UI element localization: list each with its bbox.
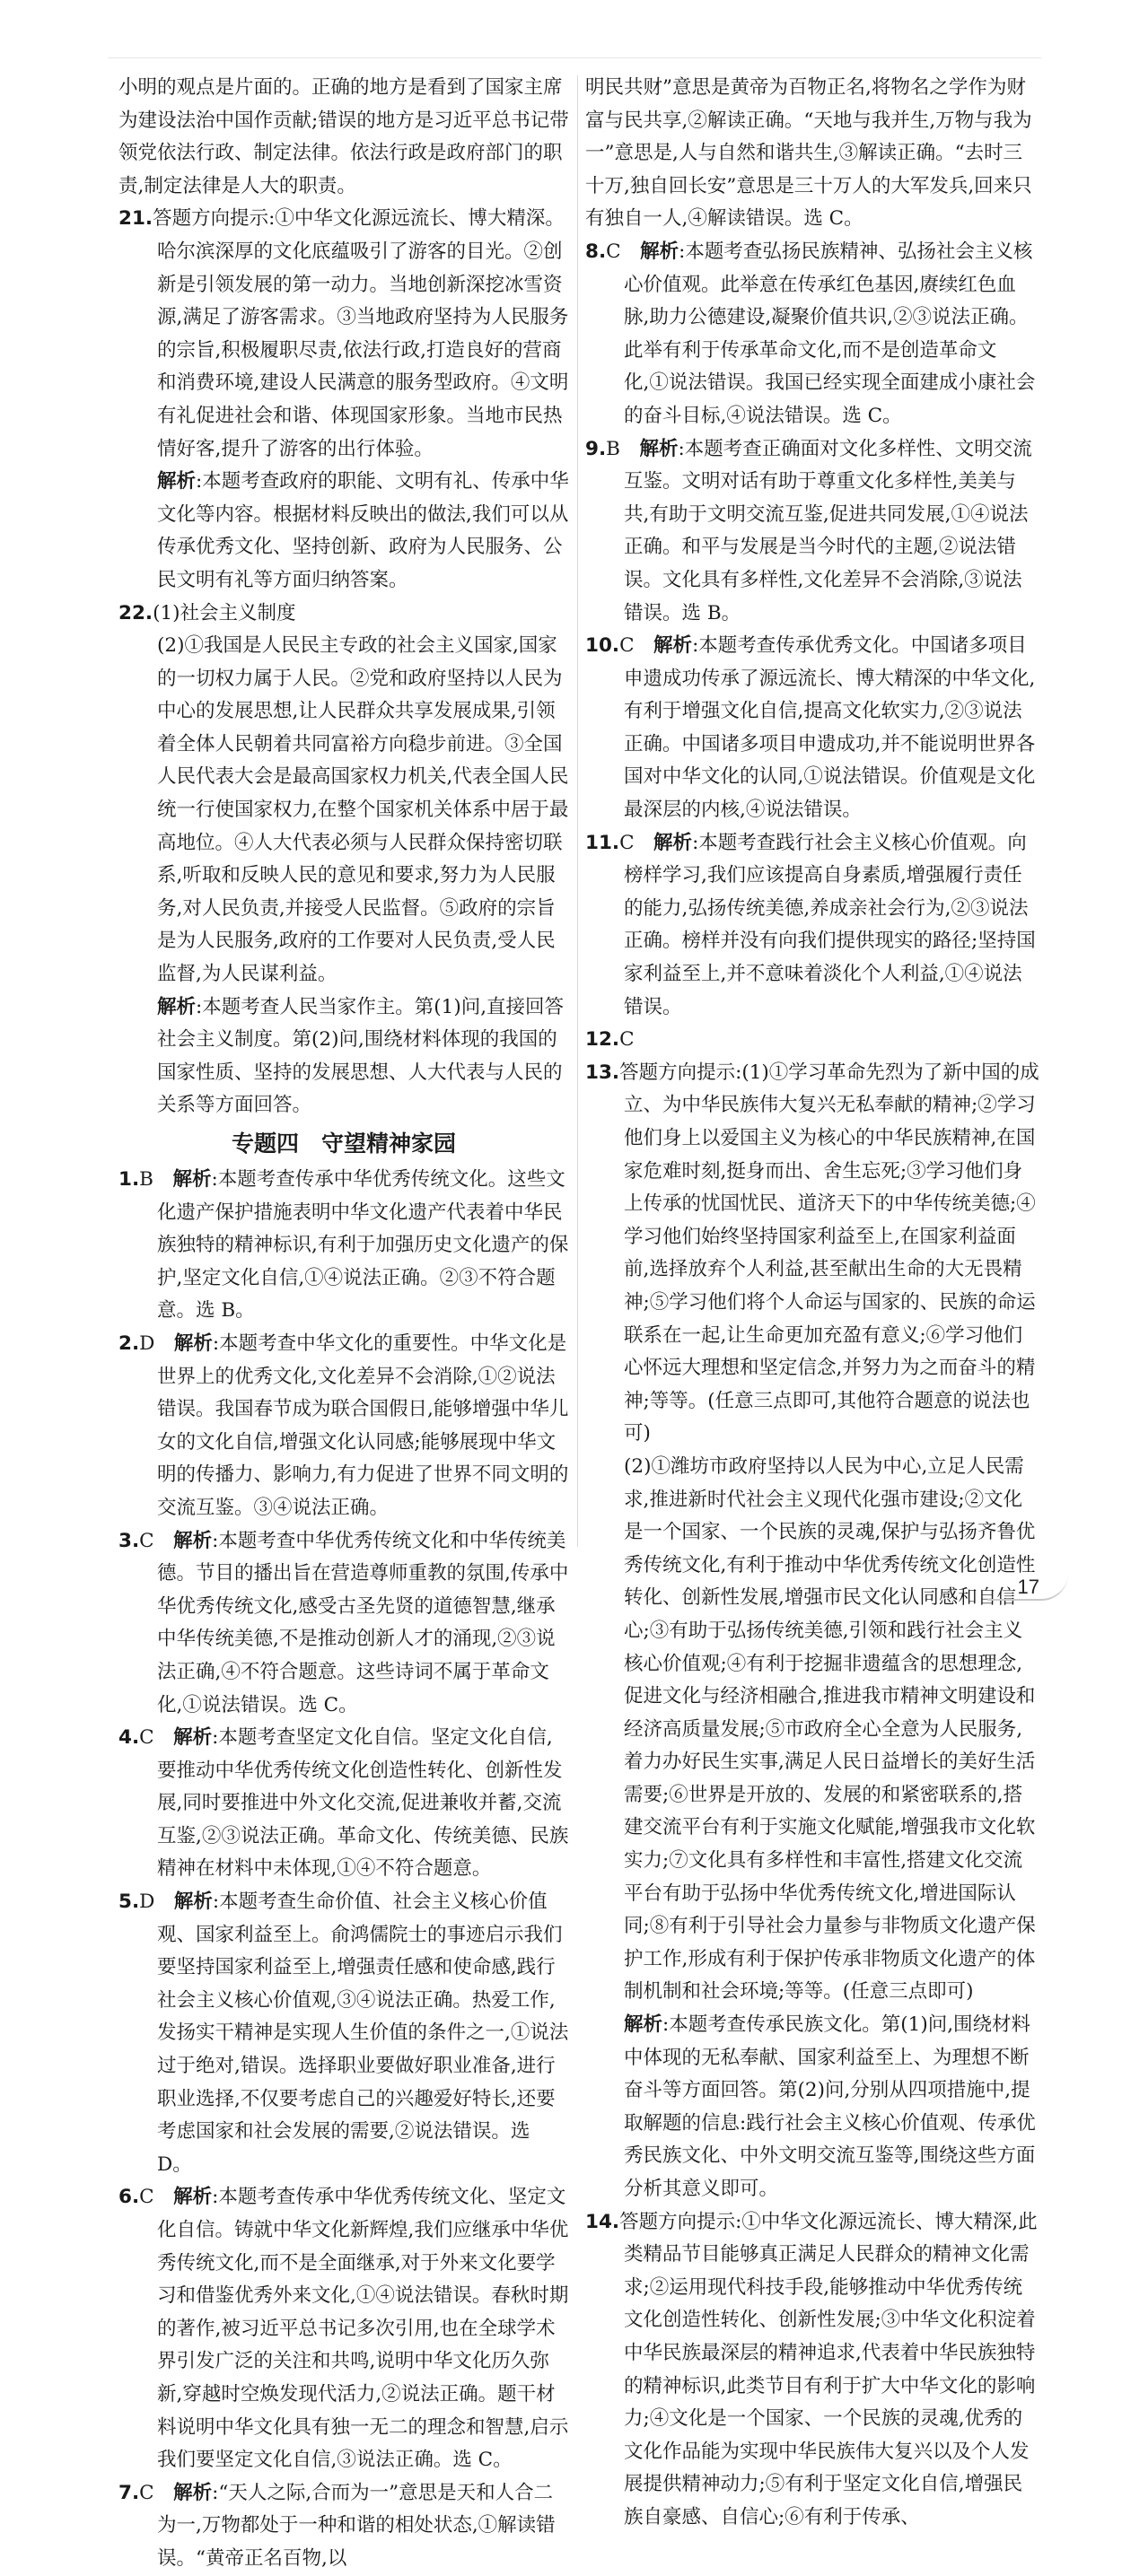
item-choice: C — [139, 2186, 154, 2209]
item-choice: C — [606, 240, 621, 263]
jiexi-text: :本题考查坚定文化自信。坚定文化自信,要推动中华优秀传统文化创造性转化、创新性发展,同时要推进中外文化交流,促进兼收并蓄,交流互鉴,②③说法正确。革命文化、传统美德、民族精神在材料中未体现,①④不符合题意。 — [157, 1726, 569, 1881]
answer-item — [585, 630, 1039, 827]
left-column — [118, 72, 569, 2576]
q14-answer: 答题方向提示:①中华文化源远流长、博大精深,此类精品节目能够真正满足人民群众的精神文化需求;②运用现代科技手段,能够推动中华优秀传统文化创造性转化、创新性发展;③中华文化积淀着中华民族最深层的精神追求,代表着中华民族独特的精神标识,此类节目有利于扩大中华文化的影响力;④文化是一个国家、一个民族的灵魂,优秀的文化作品能为实现中华民族伟大复兴以及个人发展提供精神动力;⑤有利于坚定文化自信,增强民族自豪感、自信心;⑥有利于传承、 — [619, 2210, 1038, 2528]
item-choice: C — [619, 1028, 635, 1052]
left-answer-list — [118, 1164, 569, 2576]
jiexi-label: 解析 — [653, 634, 693, 658]
answer-item — [118, 2477, 569, 2576]
q14-number: 14. — [585, 2210, 620, 2233]
item-number: 7. — [118, 2481, 140, 2504]
jiexi-text: :本题考查弘扬民族精神、弘扬社会主义核心价值观。此举意在传承红色基因,赓续红色血脉,助力公德建设,凝聚价值共识,②③说法正确。此举有利于传承革命文化,而不是创造革命文化,①说法错误。我国已经实现全面建成小康社会的奋斗目标,④说法错误。选 C。 — [624, 240, 1036, 427]
jiexi-label: 解析 — [173, 1332, 213, 1355]
item-number: 2. — [118, 1332, 140, 1355]
jiexi-text: :本题考查传承优秀文化。中国诸多项目申遗成功传承了源远流长、博大精深的中华文化,有利于增强文化自信,提高文化软实力,②③说法正确。中国诸多项目申遗成功,并不能说明世界各国对中华文化的认同,①说法错误。价值观是文化最深层的内核,④说法错误。 — [624, 634, 1036, 822]
jiexi-text: :本题考查生命价值、社会主义核心价值观、国家利益至上。俞鸿儒院士的事迹启示我们要坚持国家利益至上,增强责任感和使命感,践行社会主义核心价值观,③④说法正确。热爱工作,发扬实干精神是实现人生价值的条件之一,①说法过于绝对,错误。选择职业要做好职业准备,进行职业选择,不仅要考虑自己的兴趣爱好特长,还要考虑国家和社会发展的需要,②说法错误。选 D。 — [157, 1891, 569, 2176]
q21-answer: 答题方向提示:①中华文化源远流长、博大精深。哈尔滨深厚的文化底蕴吸引了游客的目光。②创新是引领发展的第一动力。当地创新深挖冰雪资源,满足了游客需求。③当地政府坚持为人民服务的宗旨,积极履职尽责,依法行政,打造良好的营商和消费环境,建设人民满意的服务型政府。④文明有礼促进社会和谐、体现国家形象。当地市民热情好客,提升了游客的出行体验。 — [153, 207, 569, 460]
q13-part2: (2)①潍坊市政府坚持以人民为中心,立足人民需求,推进新时代社会主义现代化强市建设;②文化是一个国家、一个民族的灵魂,保护与弘扬齐鲁优秀传统文化,有利于推动中华优秀传统文化创造性转化、创新性发展,增强市民文化认同感和自信心;③有助于弘扬传统美德,引领和践行社会主义核心价值观;④有利于挖掘非遗蕴含的思想理念,促进文化与经济相融合,推进我市精神文明建设和经济高质量发展;⑤市政府全心全意为人民服务,着力办好民生实事,满足人民日益增长的美好生活需要;⑥世界是开放的、发展的和紧密联系的,搭建交流平台有利于实施文化赋能,增强我市文化软实力;⑦文化具有多样性和丰富性,搭建文化交流平台有助于弘扬中华优秀传统文化,增进国际认同;⑧有利于引导社会力量参与非物质文化遗产保护工作,形成有利于保护传承非物质文化遗产的体制机制和社会环境;等等。(任意三点即可) — [624, 1454, 1036, 2004]
q7-tail: 明民共财”意思是黄帝为百物正名,将物名之学作为财富与民共享,②解读正确。“天地与我并生,万物与我为一”意思是,人与自然和谐共生,③解读正确。“去时三十万,独自回长安”意思是三十万人的大军发兵,回来只有独自一人,④解读错误。选 C。 — [585, 76, 1032, 231]
jiexi-label: 解析 — [173, 2186, 213, 2209]
q22-part2: (2)①我国是人民民主专政的社会主义国家,国家的一切权力属于人民。②党和政府坚持以人民为中心的发展思想,让人民群众共享发展成果,引领着全体人民朝着共同富裕方向稳步前进。③全国人民代表大会是最高国家权力机关,代表全国人民统一行使国家权力,在整个国家机关体系中居于最高地位。④人大代表必须与人民群众保持密切联系,听取和反映人民的意见和要求,努力为人民服务,对人民负责,并接受人民监督。⑤政府的宗旨是为人民服务,政府的工作要对人民负责,受人民监督,为人民谋利益。 — [157, 634, 569, 986]
right-column — [585, 72, 1039, 2535]
column-divider — [577, 75, 578, 1547]
jiexi-text: :本题考查践行社会主义核心价值观。向榜样学习,我们应该提高自身素质,增强履行责任的能力,弘扬传统美德,养成亲社会行为,②③说法正确。榜样并没有向我们提供现实的路径;坚持国家利益至上,并不意味着淡化个人利益,①④说法错误。 — [624, 831, 1036, 1018]
answer-item — [118, 2181, 569, 2476]
jiexi-label: 解析 — [653, 831, 693, 854]
item-number: 11. — [585, 831, 620, 854]
q22-part1: (1)社会主义制度 — [153, 601, 296, 624]
q21-number: 21. — [118, 207, 153, 231]
answer-item — [585, 236, 1039, 433]
jiexi-label: 解析 — [173, 2481, 213, 2504]
jiexi-label: 解析 — [640, 240, 679, 263]
jiexi-text: :本题考查传承中华优秀传统文化。这些文化遗产保护措施表明中华文化遗产代表着中华民族独特的精神标识,有利于加强历史文化遗产的保护,坚定文化自信,①④说法正确。②③不符合题意。选 B。 — [157, 1168, 569, 1323]
jiexi-text: :本题考查正确面对文化多样性、文明交流互鉴。文明对话有助于尊重文化多样性,美美与共,有助于文明交流互鉴,促进共同发展,①④说法正确。和平与发展是当今时代的主题,②说法错误。文化具有多样性,文化差异不会消除,③说法错误。选 B。 — [624, 437, 1032, 624]
jiexi-text: :“天人之际,合而为一”意思是天和人合二为一,万物都处于一种和谐的相处状态,①解读错误。“黄帝正名百物,以 — [157, 2481, 556, 2570]
answer-item — [118, 1164, 569, 1328]
item-choice: D — [139, 1332, 155, 1355]
q13-part1: 答题方向提示:(1)①学习革命先烈为了新中国的成立、为中华民族伟大复兴无私奉献的精神;②学习他们身上以爱国主义为核心的中华民族精神,在国家危难时刻,挺身而出、舍生忘死;③学习他们身上传承的忧国忧民、道济天下的中华传统美德;④学习他们始终坚持国家利益至上,在国家利益面前,选择放弃个人利益,甚至献出生命的大无畏精神;⑤学习他们将个人命运与国家的、民族的命运联系在一起,让生命更加充盈有意义;⑥学习他们心怀远大理想和坚定信念,并努力为之而奋斗的精神;等等。(任意三点即可,其他符合题意的说法也可) — [619, 1061, 1039, 1445]
q22-number: 22. — [118, 601, 153, 624]
q20-tail: 小明的观点是片面的。正确的地方是看到了国家主席为建设法治中国作贡献;错误的地方是习近平总书记带领党依法行政、制定法律。依法行政是政府部门的职责,制定法律是人大的职责。 — [118, 76, 569, 197]
jiexi-label: 解析 — [173, 1891, 213, 1914]
item-number: 3. — [118, 1529, 140, 1552]
item-choice: C — [619, 634, 635, 658]
jiexi-text: :本题考查中华文化的重要性。中华文化是世界上的优秀文化,文化差异不会消除,①②说法错误。我国春节成为联合国假日,能够增强中华儿女的文化自信,增强文化认同感;能够展现中华文明的传播力、影响力,有力促进了世界不同文明的交流互鉴。③④说法正确。 — [157, 1332, 569, 1519]
jiexi-text: :本题考查中华优秀传统文化和中华传统美德。节目的播出旨在营造尊师重教的氛围,传承中华优秀传统文化,感受古圣先贤的道德智慧,继承中华传统美德,不是推动创新人才的涌现,②③说法正确,④不符合题意。这些诗词不属于革命文化,①说法错误。选 C。 — [157, 1529, 569, 1716]
item-choice: C — [139, 1529, 154, 1552]
item-number: 6. — [118, 2186, 140, 2209]
item-choice: C — [139, 2481, 154, 2504]
item-number: 12. — [585, 1028, 620, 1052]
q21-jiexi: :本题考查政府的职能、文明有礼、传承中华文化等内容。根据材料反映出的做法,我们可以从传承优秀文化、坚持创新、政府为人民服务、公民文明有礼等方面归纳答案。 — [157, 470, 569, 591]
answer-item — [118, 1525, 569, 1723]
q22-jiexi-label: 解析 — [157, 995, 197, 1018]
top-rule — [108, 57, 1041, 58]
q13-number: 13. — [585, 1061, 620, 1084]
item-number: 1. — [118, 1168, 140, 1191]
q22-jiexi: :本题考查人民当家作主。第(1)问,直接回答社会主义制度。第(2)问,围绕材料体现的我国的国家性质、坚持的发展思想、人大代表与人民的关系等方面回答。 — [157, 995, 565, 1117]
answer-item — [118, 1328, 569, 1525]
answer-item — [118, 1722, 569, 1886]
answer-item — [585, 433, 1039, 631]
jiexi-label: 解析 — [173, 1529, 213, 1552]
answer-item — [585, 1024, 1039, 1057]
right-answer-list — [585, 236, 1039, 1057]
section-title: 专题四 守望精神家园 — [231, 1131, 456, 1157]
item-choice: B — [606, 437, 620, 460]
q21-item — [118, 203, 569, 597]
q13-item — [585, 1057, 1039, 2206]
jiexi-label: 解析 — [172, 1168, 212, 1191]
q13-jiexi: :本题考查传承民族文化。第(1)问,围绕材料中体现的无私奉献、国家利益至上、为理想不断奋斗等方面回答。第(2)问,分别从四项措施中,提取解题的信息:践行社会主义核心价值观、传承优秀民族文化、中外文明交流互鉴等,围绕这些方面分析其意义即可。 — [624, 2013, 1036, 2200]
answer-item — [118, 1886, 569, 2181]
item-number: 4. — [118, 1726, 140, 1750]
q21-jiexi-label: 解析 — [157, 470, 197, 493]
page-number: 17 — [1017, 1576, 1039, 1598]
item-number: 10. — [585, 634, 620, 658]
jiexi-label: 解析 — [173, 1726, 213, 1750]
item-choice: B — [139, 1168, 153, 1191]
q22-item — [118, 598, 569, 1123]
jiexi-text: :本题考查传承中华优秀传统文化、坚定文化自信。铸就中华文化新辉煌,我们应继承中华优秀传统文化,而不是全面继承,对于外来文化要学习和借鉴优秀外来文化,①④说法错误。春秋时期的著作,被习近平总书记多次引用,也在全球学术界引发广泛的关注和共鸣,说明中华文化历久弥新,穿越时空焕发现代活力,②说法正确。题干材料说明中华文化具有独一无二的理念和智慧,启示我们要坚定文化自信,③说法正确。选 C。 — [157, 2186, 569, 2472]
q13-jiexi-label: 解析 — [624, 2013, 663, 2037]
item-choice: C — [619, 831, 635, 854]
item-choice: C — [139, 1726, 154, 1750]
answer-item — [585, 827, 1039, 1025]
item-number: 5. — [118, 1891, 140, 1914]
item-number: 8. — [585, 240, 607, 263]
item-number: 9. — [585, 437, 607, 460]
q14-item — [585, 2206, 1039, 2535]
jiexi-label: 解析 — [639, 437, 679, 460]
item-choice: D — [139, 1891, 155, 1914]
